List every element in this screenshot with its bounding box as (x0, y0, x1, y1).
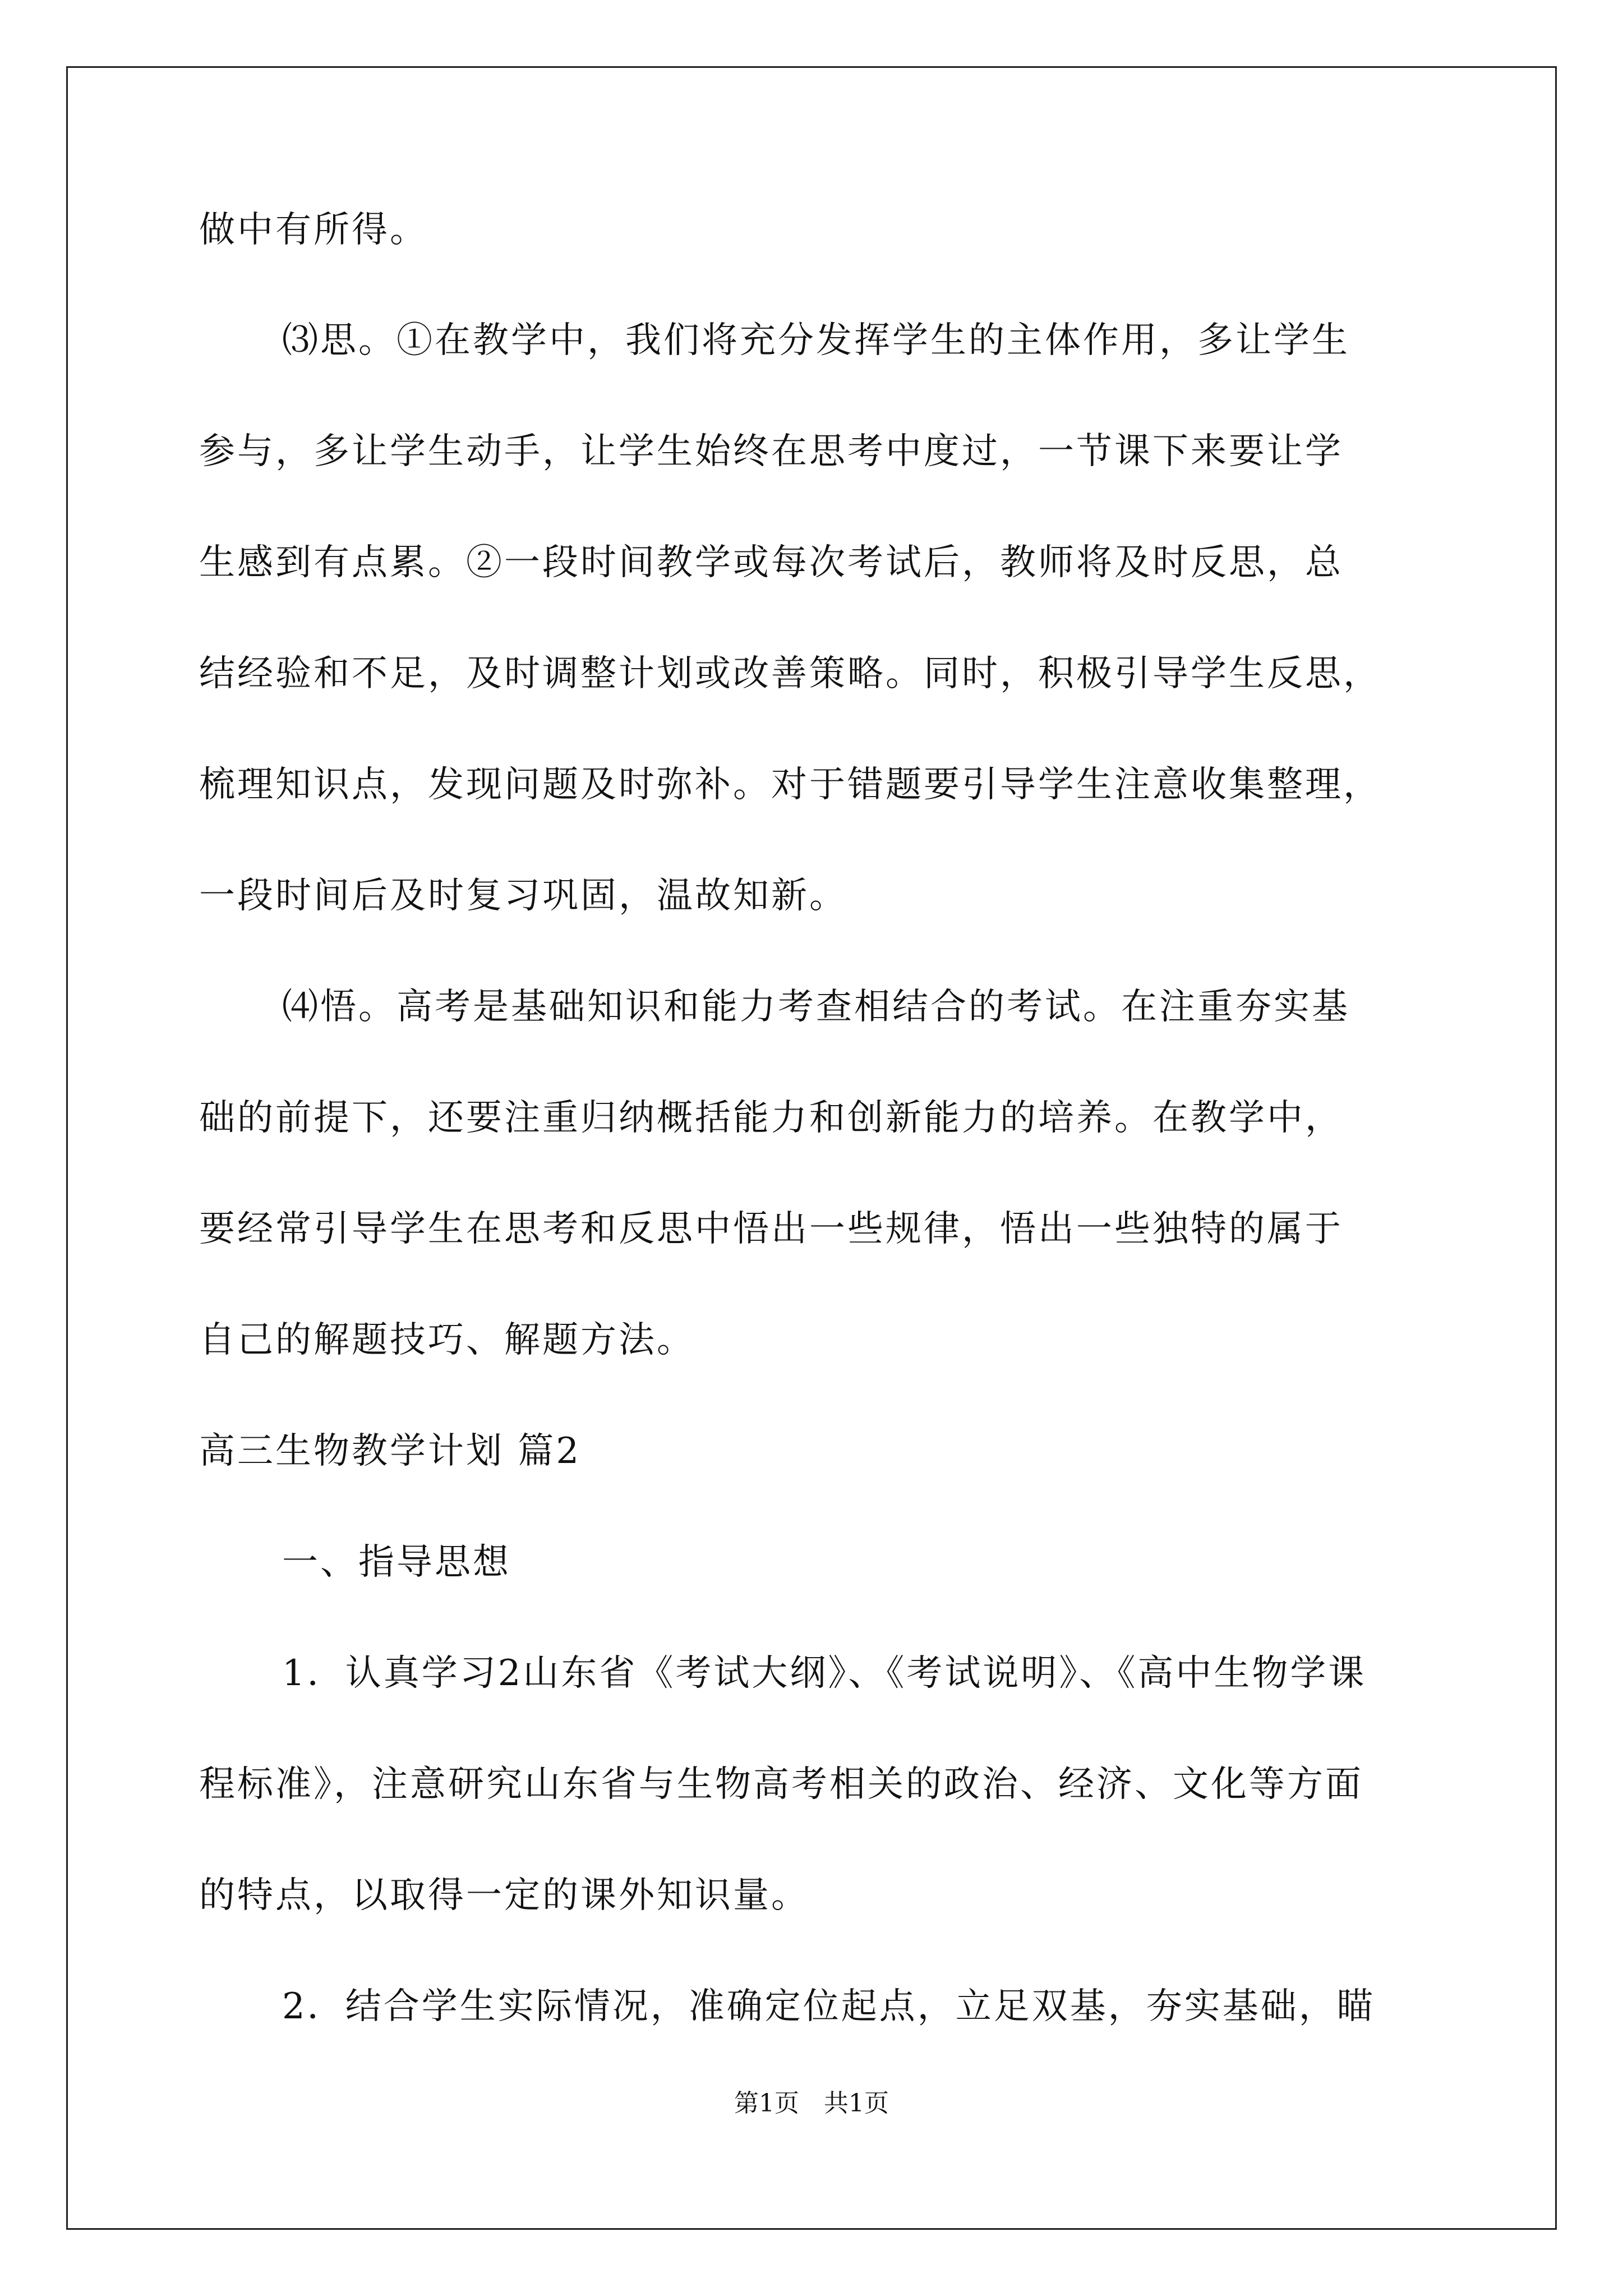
text-line: 自己的解题技巧、解题方法。 (199, 1319, 695, 1361)
text-line: 参与，多让学生动手，让学生始终在思考中度过，一节课下来要让学 (199, 431, 1343, 472)
text-line: 程标准》，注意研究山东省与生物高考相关的政治、经济、文化等方面 (199, 1764, 1363, 1805)
paragraph-start-line: 2．结合学生实际情况，准确定位起点，立足双基，夯实基础，瞄 (282, 1986, 1375, 2027)
text-line: 梳理知识点，发现问题及时弥补。对于错题要引导学生注意收集整理， (199, 764, 1381, 806)
page-footer: 第1页 共1页 (734, 2089, 889, 2118)
text-line: 的特点，以取得一定的课外知识量。 (199, 1875, 809, 1916)
text-line: 一段时间后及时复习巩固，温故知新。 (199, 875, 847, 917)
section-title: 高三生物教学计划 篇2 (199, 1430, 582, 1472)
section-heading: 一、指导思想 (282, 1542, 511, 1583)
paragraph-start-line: ⑷悟。高考是基础知识和能力考查相结合的考试。在注重夯实基 (282, 986, 1350, 1028)
text-line: 生感到有点累。②一段时间教学或每次考试后，教师将及时反思，总 (199, 542, 1343, 583)
text-line: 要经常引导学生在思考和反思中悟出一些规律，悟出一些独特的属于 (199, 1208, 1343, 1250)
paragraph-start-line: ⑶思。①在教学中，我们将充分发挥学生的主体作用，多让学生 (282, 320, 1350, 361)
text-line: 做中有所得。 (199, 209, 428, 251)
text-line: 结经验和不足，及时调整计划或改善策略。同时，积极引导学生反思， (199, 653, 1381, 694)
paragraph-start-line: 1．认真学习2山东省《考试大纲》、《考试说明》、《高中生物学课 (282, 1653, 1367, 1694)
text-line: 础的前提下，还要注重归纳概括能力和创新能力的培养。在教学中， (199, 1097, 1343, 1139)
